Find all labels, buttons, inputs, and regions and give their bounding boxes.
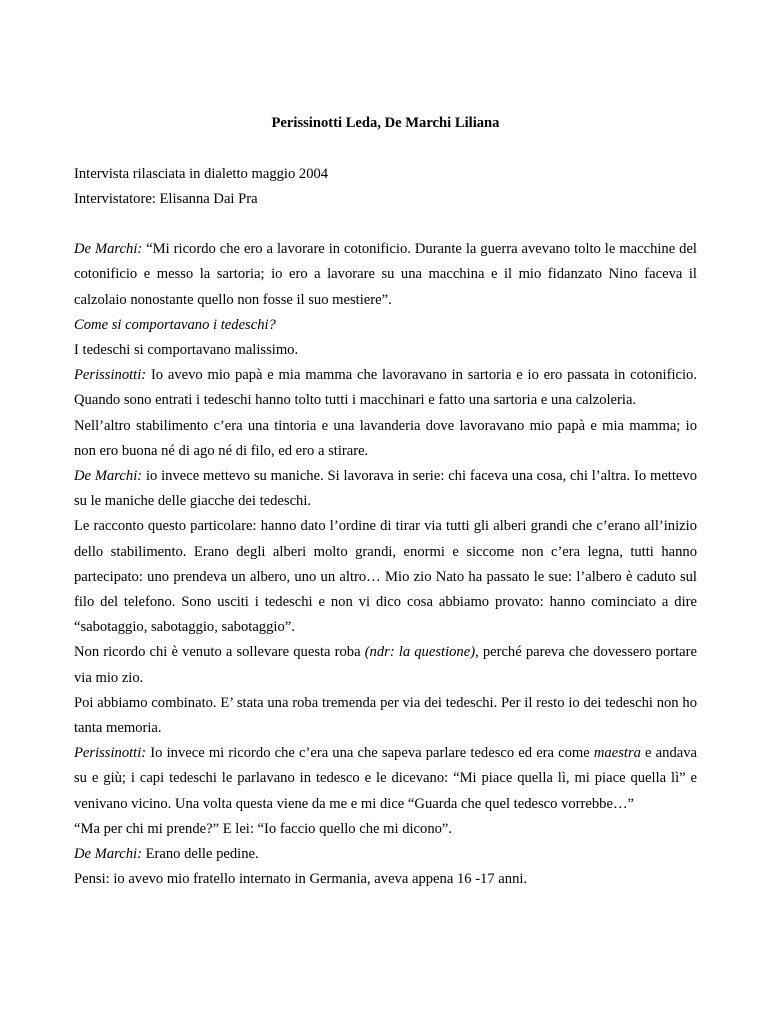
paragraph-text: e andava su e giù; i capi tedeschi le parlavano in tedesco e le dicevano: “Mi piace quella lì, mi piace quella lì” e venivano vicino. Una volta questa viene da me e mi dice “Guarda che quel tedesco vorrebbe…” <box>74 745 697 812</box>
paragraph-8 <box>74 640 697 690</box>
paragraph-text: Poi abbiamo combinato. E’ stata una roba tremenda per via dei tedeschi. Per il resto io dei tedeschi non ho tanta memoria. <box>74 694 697 737</box>
paragraph-text: Nell’altro stabilimento c’era una tintoria e una lavanderia dove lavoravano mio papà e mia mamma; io non ero buona né di ago né di filo, ed ero a stirare. <box>74 417 697 459</box>
document-page <box>74 111 697 892</box>
paragraph-text: io invece mettevo su maniche. Si lavorava in serie: chi faceva una cosa, chi l’altra. Io mettevo su le maniche delle giacche dei tedeschi. <box>74 468 697 510</box>
paragraph-text: I tedeschi si comportavano malissimo. <box>74 341 299 358</box>
paragraph-10 <box>74 741 697 817</box>
paragraph-text: Io invece mi ricordo che c’era una che sapeva parlare tedesco ed era come <box>146 745 594 762</box>
emphasized-word: maestra <box>593 745 641 762</box>
spacer <box>74 212 697 237</box>
paragraph-11 <box>74 817 697 842</box>
speaker-label: Perissinotti: <box>74 745 147 762</box>
paragraph-7 <box>74 514 697 640</box>
paragraph-13 <box>74 867 697 892</box>
paragraph-text: Le racconto questo particolare: hanno dato l’ordine di tirar via tutti gli alberi grandi che c’erano all’inizio dello stabilimento. Erano degli alberi molto grandi, enormi e siccome non c’era legna, tutti hanno partecipato: uno prendeva un albero, uno un altro… Mio zio Nato ha passato le sue: l’albero è caduto sul filo del telefono. Sono usciti i tedeschi e non vi dico cosa abbiamo provato: hanno cominciato a dire “sabotaggio, sabotaggio, sabotaggio”. <box>74 518 697 636</box>
spacer <box>74 136 697 161</box>
paragraph-text: Io avevo mio papà e mia mamma che lavoravano in sartoria e io ero passata in cotonificio. Quando sono entrati i tedeschi hanno tolto tutti i macchinari e fatto una sartoria e una calzoleria. <box>74 367 697 409</box>
paragraph-3 <box>74 338 697 363</box>
paragraph-text: Pensi: io avevo mio fratello internato in Germania, aveva appena 16 -17 anni. <box>74 871 528 888</box>
speaker-label: De Marchi: <box>74 468 143 484</box>
paragraph-6 <box>74 464 697 514</box>
paragraph-text: Non ricordo chi è venuto a sollevare questa roba <box>74 644 365 661</box>
paragraph-4 <box>74 363 697 413</box>
paragraph-12 <box>74 842 697 867</box>
paragraph-text: Erano delle pedine. <box>141 846 259 863</box>
paragraph-9 <box>74 691 697 741</box>
document-title: Perissinotti Leda, De Marchi Liliana <box>271 115 500 131</box>
paragraph-1 <box>74 237 697 313</box>
speaker-label: De Marchi: <box>74 846 142 863</box>
interview-date-line: Intervista rilasciata in dialetto maggio 2004 <box>74 165 329 182</box>
paragraph-text: “Ma per chi mi prende?” E lei: “Io faccio quello che mi dicono”. <box>74 820 453 837</box>
paragraph-5 <box>74 414 697 464</box>
speaker-label: De Marchi: <box>74 241 143 258</box>
interviewer-question: Come si comportavano i tedeschi? <box>74 316 276 333</box>
paragraph-text: “Mi ricordo che ero a lavorare in cotonificio. Durante la guerra avevano tolto le macchine del cotonificio e messo la sartoria; io ero a lavorare su una macchina e il mio fidanzato Nino faceva il calzolaio nonostante quello non fosse il suo mestiere”. <box>74 241 697 308</box>
interviewer-line: Intervistatore: Elisanna Dai Pra <box>74 190 258 207</box>
editor-note: (ndr: la questione) <box>364 644 476 661</box>
paragraph-2 <box>74 313 697 338</box>
speaker-label: Perissinotti: <box>74 367 147 384</box>
paragraph-text: , perché pareva che dovessero portare via mio zio. <box>74 644 697 686</box>
